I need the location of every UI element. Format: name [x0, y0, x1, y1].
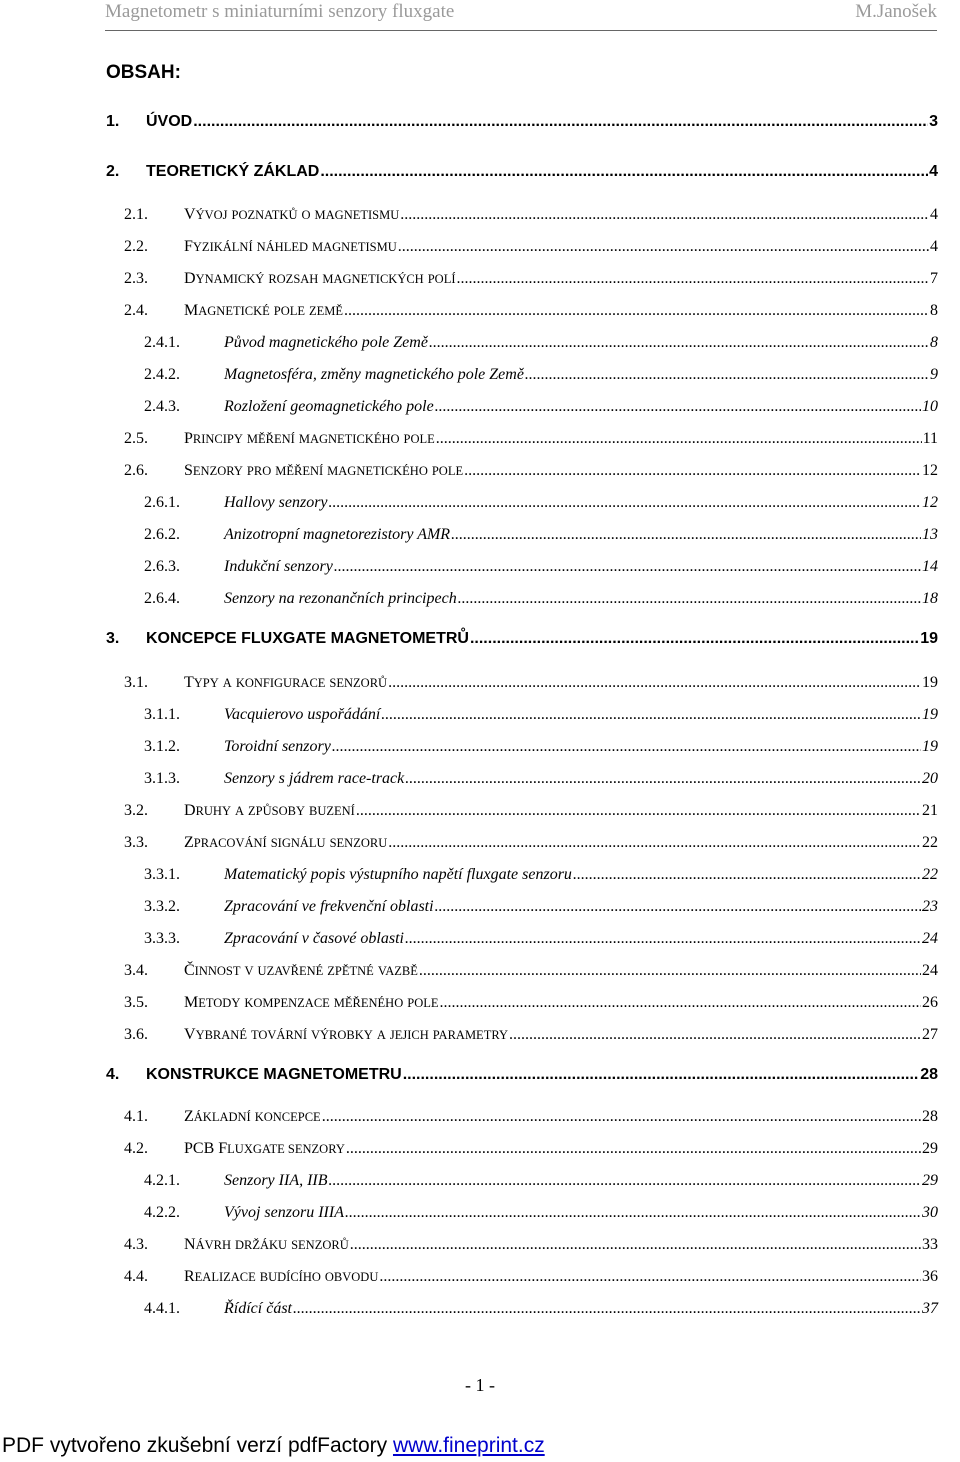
toc-entry-title: Zpracování ve frekvenční oblasti	[224, 898, 434, 915]
header-author: M.Janošek	[855, 1, 937, 22]
toc-entry[interactable]	[144, 526, 938, 548]
toc-entry-number: 2.3.	[124, 270, 148, 287]
toc-leader-dots	[332, 738, 921, 756]
toc-entry[interactable]	[144, 1172, 938, 1194]
toc-entry-page: 10	[922, 398, 938, 415]
toc-entry-page: 8	[930, 334, 938, 351]
toc-entry-number: 4.	[106, 1066, 120, 1083]
toc-entry-number: 2.6.	[124, 462, 148, 479]
banner-link[interactable]: www.fineprint.cz	[392, 1434, 545, 1457]
toc-entry-page: 21	[922, 802, 938, 819]
toc-entry-title: MAGNETICKÉ POLE ZEMĚ	[184, 302, 344, 319]
toc-entry[interactable]	[124, 802, 938, 824]
toc-entry-page: 19	[922, 738, 938, 755]
toc-entry[interactable]	[124, 1236, 938, 1258]
toc-entry-page: 20	[922, 770, 938, 787]
toc-entry[interactable]	[144, 866, 938, 888]
toc-entry[interactable]	[124, 206, 938, 228]
toc-entry[interactable]	[124, 462, 938, 484]
toc-entry-title: Rozložení geomagnetického pole	[224, 398, 434, 415]
toc-entry[interactable]	[124, 430, 938, 452]
toc-entry-title: KONCEPCE FLUXGATE MAGNETOMETRŮ	[146, 630, 469, 647]
toc-entry-page: 13	[922, 526, 938, 543]
toc-leader-dots	[435, 898, 921, 916]
toc-leader-dots	[470, 630, 919, 648]
toc-entry-number: 2.4.2.	[144, 366, 180, 383]
toc-entry-page: 4	[930, 206, 938, 223]
toc-heading: OBSAH:	[106, 62, 181, 83]
toc-entry-number: 3.2.	[124, 802, 148, 819]
toc-entry-number: 4.4.1.	[144, 1300, 180, 1317]
toc-entry[interactable]	[106, 163, 938, 185]
toc-entry[interactable]	[124, 1140, 938, 1162]
toc-entry[interactable]	[144, 334, 938, 356]
toc-entry[interactable]	[144, 558, 938, 580]
toc-entry-page: 12	[922, 462, 938, 479]
toc-entry-title: TEORETICKÝ ZÁKLAD	[146, 163, 320, 180]
toc-leader-dots	[440, 994, 922, 1012]
toc-leader-dots	[457, 270, 930, 288]
toc-entry-number: 4.3.	[124, 1236, 148, 1253]
toc-leader-dots	[435, 398, 921, 416]
toc-entry-number: 4.2.1.	[144, 1172, 180, 1189]
toc-entry-title: METODY KOMPENZACE MĚŘENÉHO POLE	[184, 994, 439, 1011]
toc-entry-title: Matematický popis výstupního napětí fluxgate senzoru	[224, 866, 572, 883]
toc-leader-dots	[379, 1268, 921, 1286]
toc-entry-title: Hallovy senzory	[224, 494, 328, 511]
toc-entry-page: 23	[922, 898, 938, 915]
toc-entry-number: 2.4.1.	[144, 334, 180, 351]
toc-entry-number: 2.	[106, 163, 120, 180]
toc-entry-number: 2.6.2.	[144, 526, 180, 543]
toc-leader-dots	[381, 706, 921, 724]
toc-leader-dots	[458, 590, 921, 608]
toc-leader-dots	[356, 802, 921, 820]
toc-entry-number: 2.6.3.	[144, 558, 180, 575]
toc-entry-page: 11	[922, 430, 938, 447]
toc-entry-page: 33	[922, 1236, 938, 1253]
toc-entry-title: Zpracování v časové oblasti	[224, 930, 404, 947]
toc-entry-title: DRUHY A ZPŮSOBY BUZENÍ	[184, 802, 355, 819]
toc-entry-page: 29	[922, 1140, 938, 1157]
toc-entry-number: 1.	[106, 113, 120, 130]
toc-entry-title: Toroidní senzory	[224, 738, 331, 755]
toc-entry-number: 3.3.2.	[144, 898, 180, 915]
toc-entry-number: 3.4.	[124, 962, 148, 979]
toc-entry-page: 22	[922, 866, 938, 883]
toc-entry[interactable]	[144, 930, 938, 952]
toc-entry-page: 19	[922, 674, 938, 691]
toc-leader-dots	[345, 1204, 921, 1222]
toc-leader-dots	[293, 1300, 921, 1318]
toc-leader-dots	[344, 302, 929, 320]
toc-entry-number: 3.1.	[124, 674, 148, 691]
toc-entry-title: Magnetosféra, změny magnetického pole Země	[224, 366, 524, 383]
toc-entry[interactable]	[144, 398, 938, 420]
toc-entry-number: 2.2.	[124, 238, 148, 255]
toc-entry-page: 7	[930, 270, 938, 287]
toc-entry[interactable]	[124, 302, 938, 324]
toc-entry[interactable]	[124, 834, 938, 856]
toc-entry-page: 37	[922, 1300, 938, 1317]
toc-entry-number: 3.1.1.	[144, 706, 180, 723]
toc-entry[interactable]	[124, 270, 938, 292]
toc-leader-dots	[405, 930, 921, 948]
toc-entry-page: 30	[922, 1204, 938, 1221]
toc-leader-dots	[436, 430, 922, 448]
toc-entry-number: 3.3.	[124, 834, 148, 851]
toc-entry[interactable]	[144, 1204, 938, 1226]
toc-entry-title: Anizotropní magnetorezistory AMR	[224, 526, 451, 543]
toc-entry-number: 3.3.3.	[144, 930, 180, 947]
toc-entry-number: 4.2.	[124, 1140, 148, 1157]
toc-entry-page: 29	[922, 1172, 938, 1189]
toc-entry-title: Řídící část	[224, 1300, 292, 1317]
toc-entry-number: 3.3.1.	[144, 866, 180, 883]
toc-entry-number: 4.2.2.	[144, 1204, 180, 1221]
toc-entry-number: 3.1.3.	[144, 770, 180, 787]
toc-entry-page: 28	[920, 1066, 938, 1083]
toc-entry[interactable]	[124, 994, 938, 1016]
toc-entry-page: 18	[922, 590, 938, 607]
toc-entry-number: 4.4.	[124, 1268, 148, 1285]
toc-leader-dots	[350, 1236, 921, 1254]
toc-entry-number: 3.6.	[124, 1026, 148, 1043]
toc-entry-title: SENZORY PRO MĚŘENÍ MAGNETICKÉHO POLE	[184, 462, 464, 479]
toc-entry-page: 24	[922, 930, 938, 947]
toc-leader-dots	[400, 206, 929, 224]
toc-entry-page: 19	[920, 630, 938, 647]
toc-leader-dots	[334, 558, 921, 576]
page-number: - 1 -	[465, 1375, 495, 1395]
toc-entry-title: DYNAMICKÝ ROZSAH MAGNETICKÝCH POLÍ	[184, 270, 456, 287]
toc-entry[interactable]	[106, 113, 938, 135]
toc-entry-number: 2.6.1.	[144, 494, 180, 511]
toc-entry[interactable]	[144, 366, 938, 388]
toc-leader-dots	[388, 834, 921, 852]
toc-entry[interactable]	[144, 494, 938, 516]
toc-entry[interactable]	[124, 1268, 938, 1290]
toc-entry[interactable]	[106, 630, 938, 652]
toc-leader-dots	[398, 238, 929, 256]
toc-leader-dots	[429, 334, 929, 352]
toc-entry-number: 2.4.	[124, 302, 148, 319]
header-title: Magnetometr s miniaturními senzory fluxgate	[105, 1, 455, 22]
toc-leader-dots	[329, 494, 921, 512]
toc-entry-title: KONSTRUKCE MAGNETOMETRU	[146, 1066, 402, 1083]
toc-leader-dots	[403, 1066, 920, 1084]
toc-entry-page: 27	[922, 1026, 938, 1043]
toc-entry-title: VYBRANÉ TOVÁRNÍ VÝROBKY A JEJICH PARAMETRY	[184, 1026, 509, 1043]
toc-entry-page: 9	[930, 366, 938, 383]
toc-entry[interactable]	[124, 962, 938, 984]
toc-leader-dots	[322, 1108, 921, 1126]
toc-leader-dots	[573, 866, 921, 884]
toc-entry-number: 3.1.2.	[144, 738, 180, 755]
toc-entry[interactable]	[144, 738, 938, 760]
toc-entry-title: ČINNOST V UZAVŘENÉ ZPĚTNÉ VAZBĚ	[184, 962, 418, 979]
toc-leader-dots	[464, 462, 921, 480]
toc-entry[interactable]	[144, 590, 938, 612]
toc-entry-title: ZPRACOVÁNÍ SIGNÁLU SENZORU	[184, 834, 388, 851]
toc-leader-dots	[193, 113, 928, 131]
banner-text: PDF vytvořeno zkušební verzí pdfFactory	[2, 1434, 393, 1457]
toc-entry-number: 2.1.	[124, 206, 148, 223]
toc-leader-dots	[346, 1140, 921, 1158]
toc-entry-title: Původ magnetického pole Země	[224, 334, 428, 351]
toc-entry-number: 3.5.	[124, 994, 148, 1011]
toc-entry-title: Vacquierovo uspořádání	[224, 706, 381, 723]
toc-entry-page: 12	[922, 494, 938, 511]
toc-leader-dots	[320, 163, 928, 181]
toc-entry-title: Senzory s jádrem race-track	[224, 770, 405, 787]
toc-entry-title: VÝVOJ POZNATKŮ O MAGNETISMU	[184, 206, 400, 223]
toc-entry-title: NÁVRH DRŽÁKU SENZORŮ	[184, 1236, 349, 1253]
toc-entry-page: 19	[922, 706, 938, 723]
toc-leader-dots	[329, 1172, 921, 1190]
toc-entry[interactable]	[124, 1108, 938, 1130]
toc-leader-dots	[451, 526, 921, 544]
toc-entry-page: 24	[922, 962, 938, 979]
toc-leader-dots	[405, 770, 921, 788]
toc-entry-page: 3	[929, 113, 938, 130]
toc-entry-title: PRINCIPY MĚŘENÍ MAGNETICKÉHO POLE	[184, 430, 435, 447]
toc-entry[interactable]	[144, 1300, 938, 1322]
toc-leader-dots	[419, 962, 921, 980]
toc-entry-page: 14	[922, 558, 938, 575]
toc-entry-title: PCB FLUXGATE SENZORY	[184, 1140, 345, 1157]
toc-entry-title: Senzory na rezonančních principech	[224, 590, 457, 607]
toc-entry[interactable]	[144, 770, 938, 792]
toc-entry-title: ZÁKLADNÍ KONCEPCE	[184, 1108, 321, 1125]
toc-entry-number: 2.5.	[124, 430, 148, 447]
toc-entry-page: 36	[922, 1268, 938, 1285]
toc-entry-page: 28	[922, 1108, 938, 1125]
toc-leader-dots	[525, 366, 929, 384]
toc-entry-title: Senzory IIA, IIB	[224, 1172, 328, 1189]
toc-entry-title: TYPY A KONFIGURACE SENZORŮ	[184, 674, 388, 691]
toc-entry-number: 2.6.4.	[144, 590, 180, 607]
toc-entry-number: 2.4.3.	[144, 398, 180, 415]
toc-entry-page: 4	[930, 238, 938, 255]
toc-entry[interactable]	[144, 706, 938, 728]
toc-entry-page: 8	[930, 302, 938, 319]
toc-entry[interactable]	[106, 1066, 938, 1088]
toc-entry-number: 4.1.	[124, 1108, 148, 1125]
toc-entry[interactable]	[124, 238, 938, 260]
toc-entry[interactable]	[124, 1026, 938, 1048]
pdf-watermark-banner	[0, 1432, 960, 1462]
toc-leader-dots	[509, 1026, 921, 1044]
toc-leader-dots	[388, 674, 921, 692]
toc-entry[interactable]	[144, 898, 938, 920]
toc-entry-title: Indukční senzory	[224, 558, 333, 575]
toc-entry-number: 3.	[106, 630, 120, 647]
toc-entry-title: Vývoj senzoru IIIA	[224, 1204, 344, 1221]
toc-entry-title: ÚVOD	[146, 113, 193, 130]
toc-entry-title: REALIZACE BUDÍCÍHO OBVODU	[184, 1268, 379, 1285]
toc-entry-page: 22	[922, 834, 938, 851]
toc-entry-title: FYZIKÁLNÍ NÁHLED MAGNETISMU	[184, 238, 397, 255]
toc-entry[interactable]	[124, 674, 938, 696]
toc-entry-page: 4	[929, 163, 938, 180]
toc-entry-page: 26	[922, 994, 938, 1011]
